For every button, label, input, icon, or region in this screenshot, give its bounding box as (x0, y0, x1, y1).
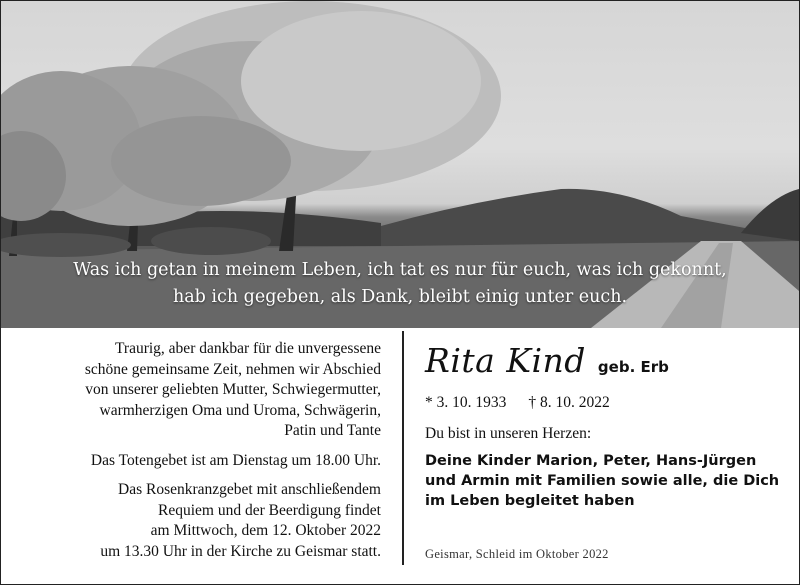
intro-line: warmherzigen Oma und Uroma, Schwägerin, (99, 401, 381, 419)
farewell-text-column (21, 339, 381, 562)
family-line: und Armin mit Familien sowie alle, die Dich (425, 473, 780, 489)
death-date: † 8. 10. 2022 (528, 394, 610, 411)
verse-line-1: Was ich getan in meinem Leben, ich tat es nur für euch, was ich gekonnt, (73, 260, 727, 280)
place-and-date: Geismar, Schleid im Oktober 2022 (425, 547, 609, 561)
requiem-line: um 13.30 Uhr in der Kirche zu Geismar statt. (100, 542, 381, 560)
name-row (425, 341, 785, 380)
requiem-line: am Mittwoch, dem 12. Oktober 2022 (150, 522, 381, 539)
intro-line: von unserer geliebten Mutter, Schwiegermutter, (85, 381, 381, 398)
landscape-photo (1, 1, 799, 328)
heart-line: Du bist in unseren Herzen: (425, 425, 592, 442)
family-mourners (425, 451, 785, 511)
birth-name: geb. Erb (597, 358, 669, 376)
memorial-verse (1, 257, 799, 311)
requiem-line: Das Rosenkranzgebet mit anschließendem (118, 481, 381, 498)
requiem-line: Requiem und der Beerdigung findet (158, 501, 381, 519)
requiem-notice (21, 480, 381, 562)
birth-date: * 3. 10. 1933 (425, 394, 507, 411)
deceased-name: Rita Kind (425, 341, 586, 380)
column-divider (402, 331, 404, 565)
life-dates (425, 394, 785, 412)
family-line: Deine Kinder Marion, Peter, Hans-Jürgen (425, 453, 757, 469)
family-line: im Leben begleitet haben (425, 493, 635, 509)
intro-line: Patin und Tante (284, 422, 381, 439)
deceased-info-column (425, 341, 785, 511)
intro-line: schöne gemeinsame Zeit, nehmen wir Abschied (84, 360, 381, 378)
intro-line: Traurig, aber dankbar für die unvergessene (115, 340, 381, 357)
prayer-notice: Das Totengebet ist am Dienstag um 18.00 Uhr. (90, 451, 381, 469)
verse-line-2: hab ich gegeben, als Dank, bleibt einig unter euch. (172, 287, 628, 307)
farewell-intro (21, 339, 381, 442)
